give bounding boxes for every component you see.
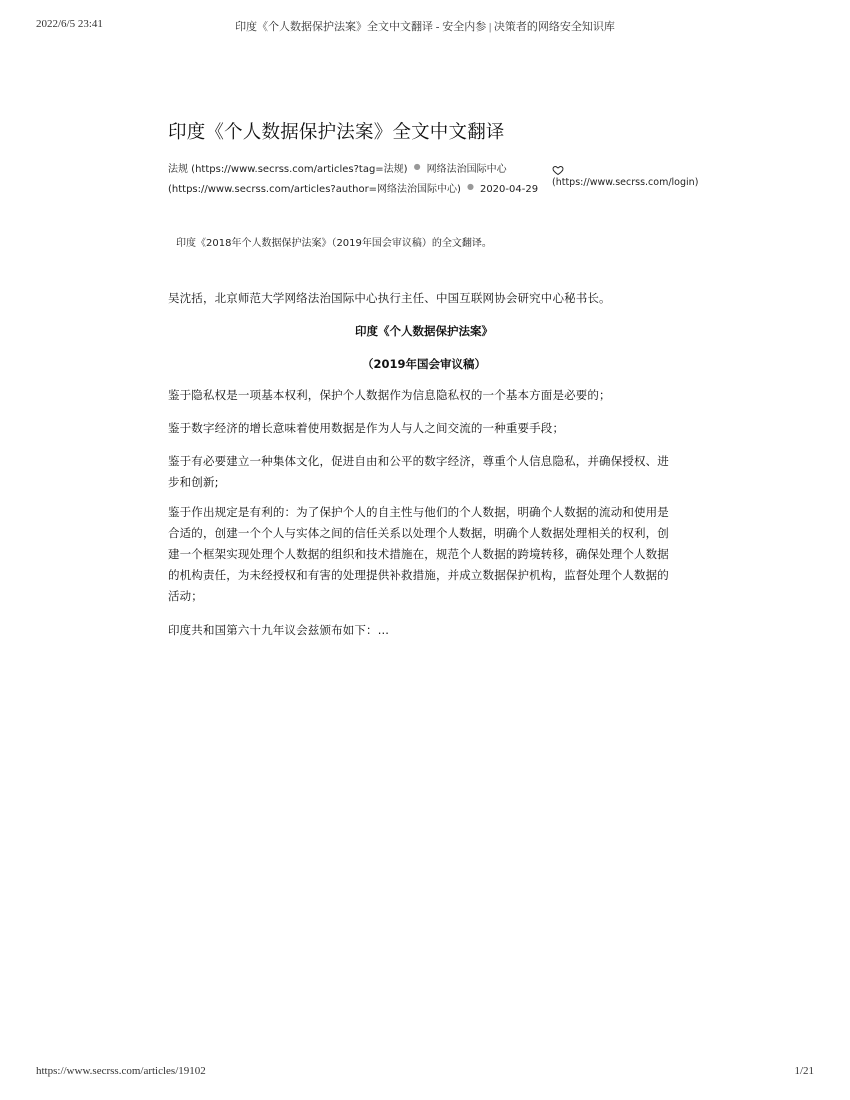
preamble-paragraph: 鉴于作出规定是有利的：为了保护个人的自主性与他们的个人数据，明确个人数据的流动和使用是合适的，创建一个个人与实体之间的信任关系以处理个人数据，明确个人数据处理相关的权利，创建一个框架实现处理个人数据的组织和技术措施在，规范个人数据的跨境转移，确保处理个人数据的机构责任，为未经授权和有害的处理提供补救措施，并成立数据保护机构，监督处理个人数据的活动；	[168, 505, 669, 603]
article-meta	[168, 160, 548, 200]
preamble-paragraph: 鉴于有必要建立一种集体文化，促进自由和公平的数字经济，尊重个人信息隐私，并确保授权、进步和创新;	[168, 454, 669, 489]
author-label: 网络法治国际中心	[426, 164, 507, 175]
print-datetime: 2022/6/5 23:41	[36, 18, 103, 30]
tag-label: 法规	[168, 164, 188, 175]
enactment-clause: 印度共和国第六十九年议会兹颁布如下：...	[168, 623, 390, 637]
author-url: (https://www.secrss.com/articles?author=网络法治国际中心)	[168, 184, 461, 195]
article-title: 印度《个人数据保护法案》全文中文翻译	[168, 122, 505, 143]
login-url: (https://www.secrss.com/login)	[552, 177, 699, 188]
publish-date: 2020-04-29	[479, 184, 539, 195]
law-title: 印度《个人数据保护法案》	[355, 324, 493, 338]
law-subtitle: （2019年国会审议稿）	[361, 357, 486, 371]
print-url: https://www.secrss.com/articles/19102	[36, 1065, 206, 1077]
preamble-paragraph: 鉴于数字经济的增长意味着使用数据是作为人与人之间交流的一种重要手段；	[168, 421, 565, 435]
separator-dot: ●	[466, 182, 474, 191]
print-footer	[0, 1065, 850, 1081]
print-page-title: 印度《个人数据保护法案》全文中文翻译 - 安全内参 | 决策者的网络安全知识库	[235, 21, 615, 33]
tag-url: (https://www.secrss.com/articles?tag=法规)	[188, 164, 408, 175]
print-header	[0, 18, 850, 34]
article-summary: 印度《2018年个人数据保护法案》（2019年国会审议稿）的全文翻译。	[176, 238, 492, 249]
separator-dot: ●	[413, 162, 421, 171]
login-like-link[interactable]	[552, 164, 699, 190]
preamble-paragraph: 鉴于隐私权是一项基本权利，保护个人数据作为信息隐私权的一个基本方面是必要的；	[168, 388, 611, 402]
translator-note: 吴沈括，北京师范大学网络法治国际中心执行主任、中国互联网协会研究中心秘书长。	[168, 291, 611, 305]
tag-link[interactable]	[168, 164, 408, 175]
heart-icon	[552, 164, 564, 176]
print-page-number: 1/21	[794, 1065, 814, 1077]
